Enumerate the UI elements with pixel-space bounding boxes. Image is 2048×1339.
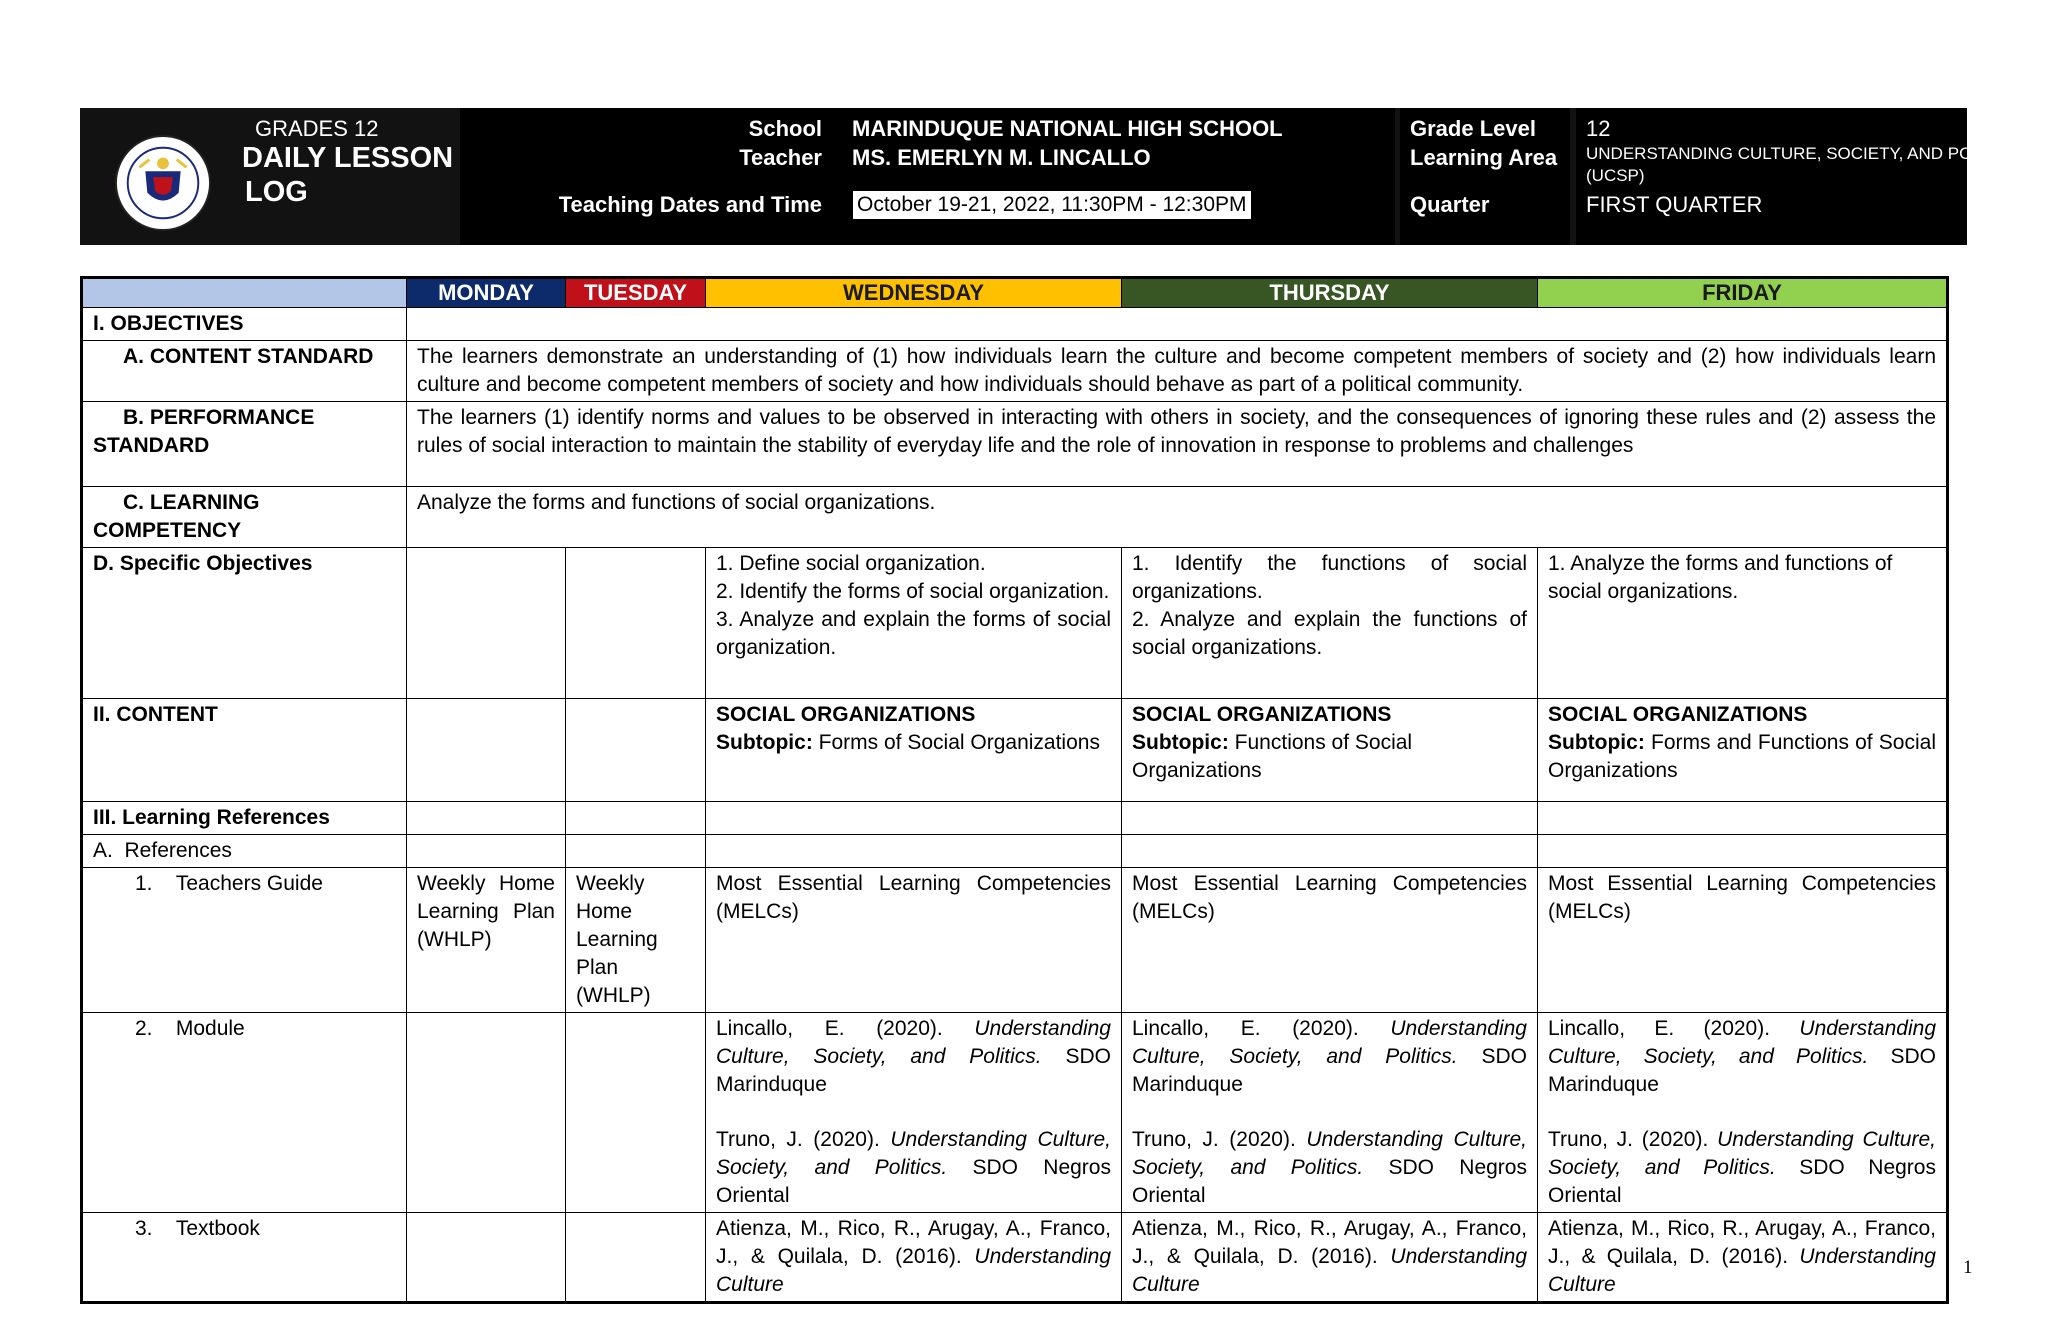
competency-row — [82, 487, 1948, 548]
module-friday: Lincallo, E. (2020). Understanding Culture, Society, and Politics. SDO Marinduque Truno, J. (2020). Understanding Culture, Society, and Politics. SDO Negros Oriental — [1538, 1013, 1948, 1213]
specific-objectives-label: D. Specific Objectives — [82, 548, 407, 699]
objective-item: 1. Analyze the forms and functions of social organizations. — [1548, 552, 1893, 603]
learning-area-value-line1: UNDERSTANDING CULTURE, SOCIETY, AND POLITICS — [1586, 144, 2026, 163]
textbook-thursday: Atienza, M., Rico, R., Arugay, A., Franco, J., & Quilala, D. (2016). Understanding Culture — [1122, 1213, 1538, 1303]
teachers-guide-friday: Most Essential Learning Competencies (MELCs) — [1538, 868, 1948, 1013]
performance-standard-label-2: STANDARD — [93, 434, 210, 457]
specific-objectives-thursday — [1122, 548, 1538, 699]
content-thursday — [1122, 699, 1538, 802]
module-wednesday: Lincallo, E. (2020). Understanding Culture, Society, and Politics. SDO Marinduque Truno, J. (2020). Understanding Culture, Society, and Politics. SDO Negros Oriental — [706, 1013, 1122, 1213]
dates-label: Teaching Dates and Time — [558, 192, 822, 217]
deped-seal-icon — [114, 134, 212, 232]
log-title-line1: DAILY LESSON — [242, 142, 454, 174]
content-standard-row — [82, 341, 1948, 402]
lesson-log-header — [80, 108, 2026, 245]
specific-objectives-wednesday — [706, 548, 1122, 699]
content-row — [82, 699, 1948, 802]
content-standard-text: The learners demonstrate an understanding of (1) how individuals learn the culture and become competent members of society and (2) how individuals learn culture and become competent members of society and how individuals should behave as part of a political community. — [407, 341, 1948, 402]
competency-label-1: C. LEARNING — [123, 491, 260, 514]
quarter-value: FIRST QUARTER — [1586, 192, 1763, 217]
performance-standard-label-1: B. PERFORMANCE — [123, 406, 315, 429]
competency-text: Analyze the forms and functions of social organizations. — [407, 487, 1948, 548]
day-monday: MONDAY — [407, 278, 566, 308]
grade-level-value: 12 — [1586, 116, 1611, 141]
lesson-log-table — [80, 276, 1949, 1304]
textbook-row — [82, 1213, 1948, 1303]
teachers-guide-label: 1. Teachers Guide — [82, 868, 407, 1013]
subtopic-text: Functions of Social Organizations — [1132, 731, 1413, 782]
performance-standard-row — [82, 402, 1948, 487]
textbook-label: 3. Textbook — [82, 1213, 407, 1303]
subtopic-text: Forms and Functions of Social Organizations — [1548, 731, 1937, 782]
day-friday: FRIDAY — [1538, 278, 1948, 308]
teachers-guide-tuesday: Weekly Home Learning Plan (WHLP) — [566, 868, 706, 1013]
learning-area-label: Learning Area — [1410, 145, 1558, 170]
competency-label-2: COMPETENCY — [93, 519, 242, 542]
objectives-heading-row — [82, 308, 1948, 341]
content-friday — [1538, 699, 1948, 802]
subtopic-text: Forms of Social Organizations — [818, 731, 1100, 754]
day-thursday: THURSDAY — [1122, 278, 1538, 308]
learning-area-value-line2: (UCSP) — [1586, 166, 1645, 185]
objective-item: 1. Define social organization. — [716, 552, 986, 575]
day-wednesday: WEDNESDAY — [706, 278, 1122, 308]
dates-value: October 19-21, 2022, 11:30PM - 12:30PM — [852, 190, 1252, 220]
objective-item: 2. Analyze and explain the functions of social organizations. — [1132, 608, 1527, 659]
module-label: 2. Module — [82, 1013, 407, 1213]
teachers-guide-thursday: Most Essential Learning Competencies (MELCs) — [1122, 868, 1538, 1013]
content-topic: SOCIAL ORGANIZATIONS — [716, 703, 976, 726]
objective-item: 3. Analyze and explain the forms of social organization. — [716, 608, 1111, 659]
module-thursday: Lincallo, E. (2020). Understanding Culture, Society, and Politics. SDO Marinduque Truno, J. (2020). Understanding Culture, Society, and Politics. SDO Negros Oriental — [1122, 1013, 1538, 1213]
day-header-row — [82, 278, 1948, 308]
objectives-heading: I. OBJECTIVES — [82, 308, 407, 341]
subtopic-label: Subtopic: — [1548, 731, 1645, 754]
learning-references-heading: III. Learning References — [82, 802, 407, 835]
textbook-friday: Atienza, M., Rico, R., Arugay, A., Franco, J., & Quilala, D. (2016). Understanding Culture — [1538, 1213, 1948, 1303]
teacher-value: MS. EMERLYN M. LINCALLO — [852, 145, 1151, 170]
quarter-label: Quarter — [1410, 192, 1490, 217]
teachers-guide-wednesday: Most Essential Learning Competencies (MELCs) — [706, 868, 1122, 1013]
corner-cell — [82, 278, 407, 308]
log-title-line2: LOG — [245, 176, 308, 208]
module-row — [82, 1013, 1948, 1213]
content-wednesday — [706, 699, 1122, 802]
teacher-label: Teacher — [739, 145, 822, 170]
school-value: MARINDUQUE NATIONAL HIGH SCHOOL — [852, 116, 1283, 141]
learning-references-row — [82, 802, 1948, 835]
grade-level-label: Grade Level — [1410, 116, 1536, 141]
subtopic-label: Subtopic: — [1132, 731, 1229, 754]
specific-objectives-row — [82, 548, 1948, 699]
content-topic: SOCIAL ORGANIZATIONS — [1548, 703, 1808, 726]
objective-item: 2. Identify the forms of social organization. — [716, 580, 1110, 603]
day-tuesday: TUESDAY — [566, 278, 706, 308]
objective-item: 1. Identify the functions of social organizations. — [1132, 552, 1527, 603]
subtopic-label: Subtopic: — [716, 731, 813, 754]
references-row — [82, 835, 1948, 868]
specific-objectives-friday — [1538, 548, 1948, 699]
content-standard-label: A. CONTENT STANDARD — [82, 341, 407, 402]
references-label: A. References — [82, 835, 407, 868]
grades-label: GRADES 12 — [255, 116, 379, 141]
textbook-wednesday: Atienza, M., Rico, R., Arugay, A., Franco, J., & Quilala, D. (2016). Understanding Culture — [706, 1213, 1122, 1303]
performance-standard-text: The learners (1) identify norms and values to be observed in interacting with others in society, and the consequences of ignoring these rules and (2) assess the rules of social interaction to maintain the stability of everyday life and the role of innovation in response to problems and challenges — [407, 402, 1948, 487]
page-number: 1 — [1963, 1257, 1973, 1278]
teachers-guide-row — [82, 868, 1948, 1013]
content-topic: SOCIAL ORGANIZATIONS — [1132, 703, 1392, 726]
teachers-guide-monday: Weekly Home Learning Plan (WHLP) — [407, 868, 566, 1013]
content-label: II. CONTENT — [82, 699, 407, 802]
school-label: School — [748, 116, 822, 141]
